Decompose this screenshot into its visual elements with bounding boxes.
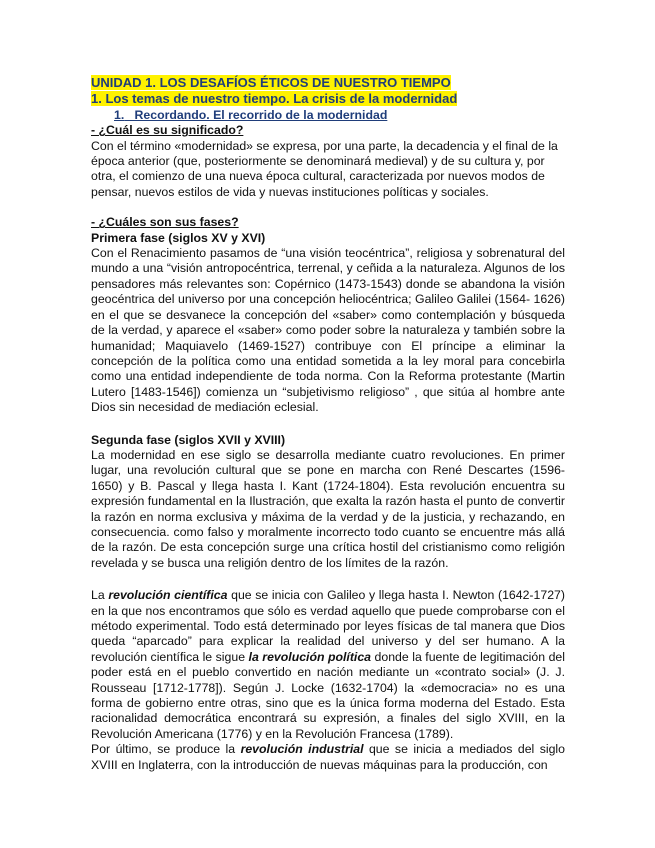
phase1-paragraph: Con el Renacimiento pasamos de “una visión teocéntrica”, religiosa y sobrenatural del mundo a una “visión antropocéntrica, terrenal, y ceñida a la naturaleza. Algunos de los pensadores más relevantes son: Copérnico (1473-1543) donde se abandona la visión geocéntrica del universo por una concepción heliocéntrica; Galileo Galilei (1564- 1626) en el que se desvanece la concepción del «saber» como contemplación y búsqueda de la verdad, y aparece el «saber» como poder sobre la naturaleza y también sobre la humanidad; Maquiavelo (1469-1527) contribuye con El príncipe a eliminar la concepción de la política como una entidad sometida a la ley moral para concebirla como una entidad independiente de toda norma. Con la Reforma protestante (Martin Lutero [1483-1546]) comienza un “subjetivismo religioso” , que sitúa al hombre ante Dios sin necesidad de mediación eclesial. xyxy=(91,246,565,415)
unit-title-line xyxy=(91,75,565,91)
text-run: Por último, se produce la xyxy=(91,742,241,757)
section-title: 1. Los temas de nuestro tiempo. La crisis de la modernidad xyxy=(91,91,458,107)
subsection-number: 1. xyxy=(114,107,125,122)
section-title-line xyxy=(91,91,565,107)
text-run: donde la fuente de legitimación del poder está en el pueblo convertido en nación mediante un «contrato social» (J. J. Rousseau [1712-1778]). Según J. Locke (1632-1704) la «democracia» no es una forma de gobierno entre otras, sino que es la única forma moderna del Estado. Esta racionalidad democrática encontrará su expresión, a finales del siglo XVIII, en la Revolución Americana (1776) y en la Revolución Francesa (1789). xyxy=(91,649,565,741)
text-run: que se inicia con Galileo y llega hasta I. Newton (1642-1727) en la que nos encontramos que sólo es verdad aquello que puede comprobarse con el método experimental. Todo está determinado por leyes físicas de tal manera que Dios queda “aparcado” para explicar la realidad del universo y del ser humano. A la revolución científica le sigue xyxy=(91,588,565,664)
revolutions-paragraph xyxy=(91,588,565,742)
text-run: que se inicia a mediados del siglo XVIII en Inglaterra, con la introducción de nuevas máquinas para la producción, con xyxy=(91,742,565,772)
text-run: La xyxy=(91,588,109,603)
industrial-paragraph xyxy=(91,742,565,773)
spacer xyxy=(91,200,565,215)
phase2-paragraph: La modernidad en ese siglo se desarrolla mediante cuatro revoluciones. En primer lugar, una revolución cultural que se pone en marcha con René Descartes (1596-1650) y B. Pascal y llega hasta I. Kant (1724-1804). Esta revolución encuentra su expresión fundamental en la Ilustración, que exalta la razón hasta el punto de convertir la razón en norma exclusiva y máxima de la verdad y de la justicia, y rechazando, en consecuencia. como falso y moralmente incorrecto todo cuanto se encuentre más allá de la razón. De esta concepción surge una crítica hostil del cristianismo como religión revelada y se busca una religión dentro de los límites de la razón. xyxy=(91,447,565,570)
phase1-title: Primera fase (siglos XV y XVI) xyxy=(91,230,266,245)
question-meaning: - ¿Cuál es su significado? xyxy=(91,123,244,138)
term-scientific-revolution: revolución científica xyxy=(108,588,228,603)
spacer xyxy=(91,416,565,433)
phase2-title: Segunda fase (siglos XVII y XVIII) xyxy=(91,432,286,447)
term-industrial-revolution: revolución industrial xyxy=(240,742,364,757)
subsection-title: Recordando. El recorrido de la modernidad xyxy=(134,107,388,122)
spacer xyxy=(91,571,565,588)
document-page xyxy=(91,75,565,773)
question-phases: - ¿Cuáles son sus fases? xyxy=(91,215,239,230)
term-political-revolution: la revolución política xyxy=(248,649,372,664)
unit-title: UNIDAD 1. LOS DESAFÍOS ÉTICOS DE NUESTRO TIEMPO xyxy=(91,75,451,90)
meaning-paragraph: Con el término «modernidad» se expresa, por una parte, la decadencia y el final de la época anterior (que, posteriormente se denominará medieval) y de su cultura y, por otra, el comienzo de una nueva época cultural, caracterizada por nuevos modos de pensar, nuevos estilos de vida y nuevas instituciones políticas y sociales. xyxy=(91,138,558,199)
subsection-title-line xyxy=(91,108,565,123)
